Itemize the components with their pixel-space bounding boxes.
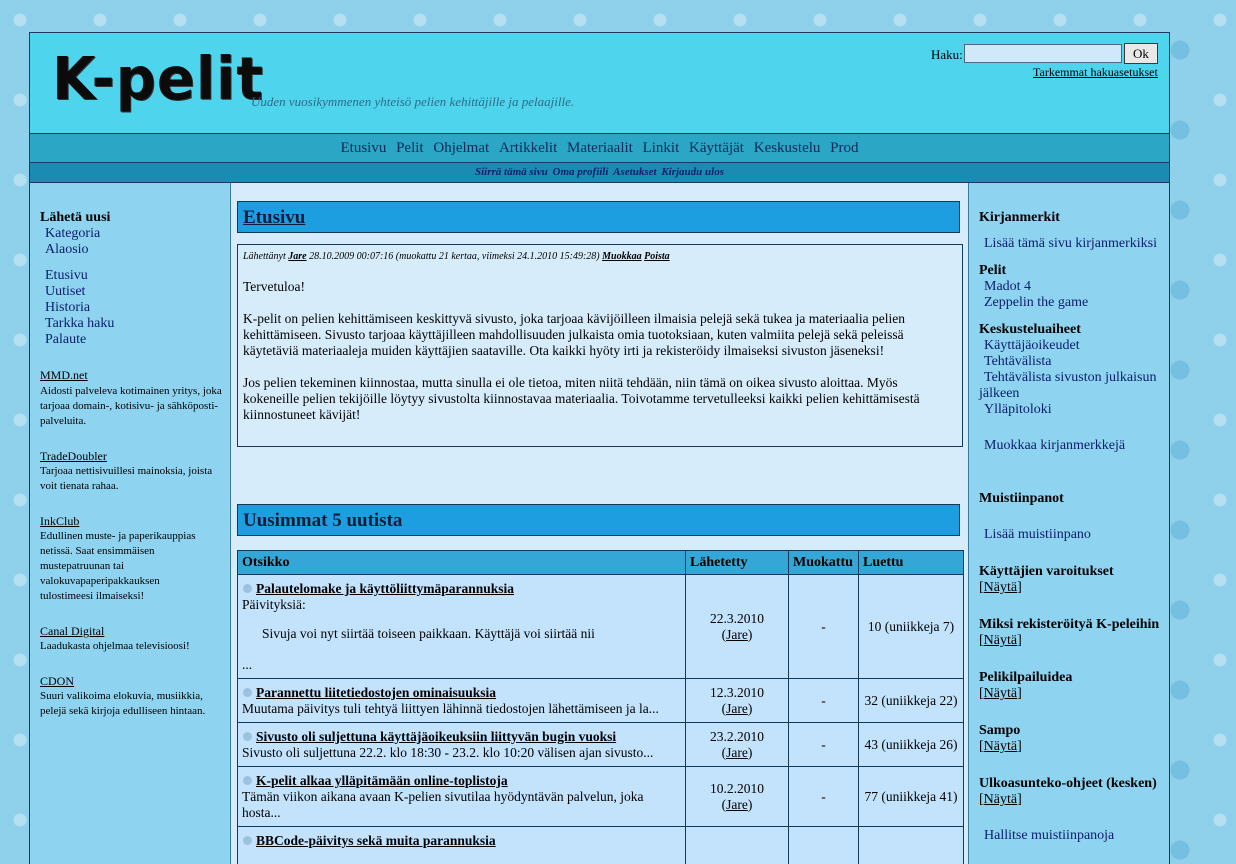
bullet-icon [243, 732, 252, 741]
nav-materiaalit[interactable]: Materiaalit [567, 140, 633, 156]
site-header [30, 33, 1169, 134]
note-title: Käyttäjien varoitukset [979, 564, 1114, 580]
news-excerpt: Sivusto oli suljettuna 22.2. klo 18:30 - 23.2. klo 10:20 välisen ajan sivusto... [242, 745, 681, 761]
sidebar-item-uutiset[interactable]: Uutiset [45, 284, 85, 300]
bullet-icon [243, 688, 252, 697]
bookmark-topic-link[interactable]: Ylläpitoloki [984, 402, 1052, 418]
show-note-button[interactable]: [Näytä] [979, 633, 1022, 649]
note-title: Sampo [979, 723, 1020, 739]
ad-text: Laadukasta ohjelmaa televisioosi! [40, 639, 228, 654]
news-cell [238, 767, 686, 827]
news-author-link[interactable]: Jare [726, 701, 748, 716]
nav-etusivu[interactable]: Etusivu [341, 140, 387, 156]
bookmark-game-link[interactable]: Madot 4 [984, 279, 1031, 295]
post-meta [243, 251, 670, 262]
show-note-button[interactable]: [Näytä] [979, 739, 1022, 755]
show-note-button[interactable]: [Näytä] [979, 580, 1022, 596]
notes-heading: Muistiinpanot [979, 491, 1064, 507]
ad-title[interactable]: TradeDoubler [40, 449, 107, 464]
nav-artikkelit[interactable]: Artikkelit [499, 140, 557, 156]
news-author-link[interactable]: Jare [726, 745, 748, 760]
edit-post-link[interactable]: Muokkaa [602, 251, 641, 262]
news-edited [789, 827, 859, 864]
news-title-link[interactable]: Sivusto oli suljettuna käyttäjäoikeuksiin liittyvän bugin vuoksi [256, 729, 616, 744]
nav-keskustelu[interactable]: Keskustelu [754, 140, 821, 156]
news-excerpt: Tämän viikon aikana avaan K-pelien sivutilaa hyödyntävän palvelun, joka hosta... [242, 789, 681, 821]
news-edited: - [789, 679, 859, 723]
bookmarks-heading: Kirjanmerkit [979, 210, 1060, 226]
news-date-cell [686, 827, 789, 864]
settings-link[interactable]: Asetukset [613, 166, 656, 178]
welcome-post [237, 244, 963, 447]
news-author-link[interactable]: Jare [726, 627, 748, 642]
note-title: Miksi rekisteröityä K-peleihin [979, 617, 1159, 633]
games-heading: Pelit [979, 263, 1006, 279]
bookmark-game-link[interactable]: Zeppelin the game [984, 295, 1088, 311]
table-row [238, 767, 964, 827]
ad-title[interactable]: Canal Digital [40, 624, 104, 639]
post-paragraph: K-pelit on pelien kehittämiseen keskittyvä sivusto, joka tarjoaa kävijöilleen ilmaisia pelejä sekä tukea ja materiaalia pelien kehittämiseen. Sivusto tarjoaa käyttäjilleen mahdollisuuden julkaista omia tuotoksiaan, kuten valmiita pelejä sekä peleissä käytetäviä materiaaleja muiden käyttäjien saataville. Ota kaikki hyöty irti ja rekisteröidy ilmaiseksi sivuston jäseneksi! [243, 311, 953, 359]
logout-link[interactable]: Kirjaudu ulos [661, 166, 724, 178]
bookmark-topic-link[interactable]: Tehtävälista sivuston julkaisun [984, 370, 1156, 386]
search-label: Haku: [931, 47, 963, 63]
delete-post-link[interactable]: Poista [644, 251, 670, 262]
send-subsection-link[interactable]: Alaosio [45, 242, 89, 258]
news-title-link[interactable]: Parannettu liitetiedostojen ominaisuuksia [256, 685, 496, 700]
news-read: 43 (uniikkeja 26) [859, 723, 964, 767]
manage-notes-link[interactable]: Hallitse muistiinpanoja [984, 828, 1114, 844]
show-label[interactable]: Näytä [984, 792, 1017, 807]
news-section-bar [237, 504, 960, 536]
search-button[interactable]: Ok [1124, 43, 1158, 64]
news-excerpt: Päivityksiä: [242, 597, 681, 613]
left-sidebar [30, 183, 231, 864]
col-header-edited: Muokattu [789, 551, 859, 575]
news-cell [238, 575, 686, 679]
show-note-button[interactable]: [Näytä] [979, 686, 1022, 702]
site-logo[interactable]: K-pelit [52, 45, 264, 113]
main-navigation [30, 134, 1169, 163]
main-content [231, 183, 968, 864]
bookmark-topic-link[interactable]: jälkeen [979, 386, 1019, 402]
user-navigation [30, 163, 1169, 183]
post-paragraph: Jos pelien tekeminen kiinnostaa, mutta sinulla ei ole tietoa, miten niitä tehdään, niin tämä on oikea sivusto aloittaa. Myös kokeneille pelien tekijöille löytyy sivustolta kiinnostavaa materiaalia. Toivotamme tervetulleeksi kaikki pelien kehittämisestä kiinnostuneet kävijät! [243, 375, 953, 423]
site-slogan: Uuden vuosikymmenen yhteisö pelien kehittäjille ja pelaajille. [251, 94, 574, 110]
add-bookmark-link[interactable]: Lisää tämä sivu kirjanmerkiksi [984, 236, 1157, 252]
bullet-icon [243, 776, 252, 785]
news-read: 77 (uniikkeja 41) [859, 767, 964, 827]
news-date: 23.2.2010 [710, 729, 764, 744]
add-note-link[interactable]: Lisää muistiinpano [984, 527, 1091, 543]
news-section-title: Uusimmat 5 uutista [243, 510, 402, 531]
ad-text: Aidosti palveleva kotimainen yritys, joka tarjoaa domain-, kotisivu- ja sähköposti-palveluita. [40, 384, 228, 429]
news-cell [238, 827, 686, 864]
news-edited: - [789, 767, 859, 827]
news-excerpt: ... [242, 657, 681, 673]
nav-linkit[interactable]: Linkit [643, 140, 680, 156]
page-title[interactable]: Etusivu [243, 207, 305, 228]
table-row [238, 679, 964, 723]
search-input[interactable] [964, 44, 1122, 63]
bullet-icon [243, 836, 252, 845]
news-date: 10.2.2010 [710, 781, 764, 796]
show-label[interactable]: Näytä [984, 580, 1017, 595]
ad-title[interactable]: CDON [40, 674, 74, 689]
news-excerpt: Sivuja voi nyt siirtää toiseen paikkaan. Käyttäjä voi siirtää nii [242, 626, 681, 642]
ad-text: Suuri valikoima elokuvia, musiikkia, pelejä sekä kirjoja edulliseen hintaan. [40, 689, 222, 719]
news-date-cell: 12.3.2010 (Jare) [686, 679, 789, 723]
news-title-link[interactable]: K-pelit alkaa ylläpitämään online-toplistoja [256, 773, 508, 788]
topics-heading: Keskusteluaiheet [979, 322, 1081, 338]
post-author-link[interactable]: Jare [288, 251, 306, 262]
send-category-link[interactable]: Kategoria [45, 226, 100, 242]
nav-kayttajat[interactable]: Käyttäjät [689, 140, 744, 156]
show-label[interactable]: Näytä [984, 739, 1017, 754]
news-title-link[interactable]: Palautelomake ja käyttöliittymäparannuksia [256, 581, 514, 596]
page-container [29, 32, 1170, 864]
news-date-cell: 10.2.2010 (Jare) [686, 767, 789, 827]
sidebar-item-etusivu[interactable]: Etusivu [45, 268, 88, 284]
news-excerpt: Muutama päivitys tuli tehtyä liittyen lähinnä tiedostojen lähettämiseen ja la... [242, 701, 681, 717]
news-date-cell: 22.3.2010 (Jare) [686, 575, 789, 679]
post-meta-prefix: Lähettänyt [243, 251, 286, 262]
table-row [238, 827, 964, 864]
news-title-link[interactable]: BBCode-päivitys sekä muita parannuksia [256, 833, 496, 848]
news-table [237, 550, 964, 864]
right-sidebar [968, 183, 1170, 864]
news-edited: - [789, 723, 859, 767]
news-read: 10 (uniikkeja 7) [859, 575, 964, 679]
col-header-title: Otsikko [238, 551, 686, 575]
advanced-search-link[interactable]: Tarkemmat hakuasetukset [1033, 65, 1158, 80]
note-title: Ulkoasunteko-ohjeet (kesken) [979, 776, 1157, 792]
show-label[interactable]: Näytä [984, 633, 1017, 648]
news-read: 32 (uniikkeja 22) [859, 679, 964, 723]
nav-ohjelmat[interactable]: Ohjelmat [433, 140, 489, 156]
bullet-icon [243, 584, 252, 593]
table-row [238, 723, 964, 767]
news-edited: - [789, 575, 859, 679]
news-read [859, 827, 964, 864]
col-header-read: Luettu [859, 551, 964, 575]
ad-title[interactable]: MMD.net [40, 368, 88, 383]
ad-text: Tarjoaa nettisivuillesi mainoksia, joista voit tienata rahaa. [40, 464, 228, 494]
send-new-heading: Lähetä uusi [40, 210, 110, 226]
news-header-row [238, 551, 964, 575]
sidebar-item-palaute[interactable]: Palaute [45, 332, 86, 348]
bookmark-topic-link[interactable]: Tehtävälista [984, 354, 1051, 370]
news-date: 12.3.2010 [710, 685, 764, 700]
post-greeting: Tervetuloa! [243, 279, 953, 295]
bookmark-topic-link[interactable]: Käyttäjäoikeudet [984, 338, 1080, 354]
note-title: Pelikilpailuidea [979, 670, 1072, 686]
col-header-sent: Lähetetty [686, 551, 789, 575]
post-meta-date: 28.10.2009 00:07:16 (muokattu 21 kertaa, viimeksi 24.1.2010 15:49:28) [309, 251, 600, 262]
show-note-button[interactable]: [Näytä] [979, 792, 1022, 808]
nav-prod[interactable]: Prod [830, 140, 858, 156]
news-date-cell: 23.2.2010 (Jare) [686, 723, 789, 767]
ad-text: Edullinen muste- ja paperikauppias netissä. Saat ensimmäisen mustepatruunan tai valokuvapaperipakkauksen tulostimeesi ilmaiseksi! [40, 529, 200, 604]
show-label[interactable]: Näytä [984, 686, 1017, 701]
sidebar-item-historia[interactable]: Historia [45, 300, 90, 316]
table-row [238, 575, 964, 679]
page-title-bar [237, 201, 960, 233]
nav-pelit[interactable]: Pelit [396, 140, 424, 156]
sidebar-item-tarkka-haku[interactable]: Tarkka haku [45, 316, 114, 332]
own-profile-link[interactable]: Oma profiili [553, 166, 609, 178]
move-page-link[interactable]: Siirrä tämä sivu [475, 166, 548, 178]
edit-bookmarks-link[interactable]: Muokkaa kirjanmerkkejä [984, 438, 1125, 454]
news-date: 22.3.2010 [710, 611, 764, 626]
news-author-link[interactable]: Jare [726, 797, 748, 812]
news-cell [238, 723, 686, 767]
ad-title[interactable]: InkClub [40, 514, 79, 529]
news-cell [238, 679, 686, 723]
